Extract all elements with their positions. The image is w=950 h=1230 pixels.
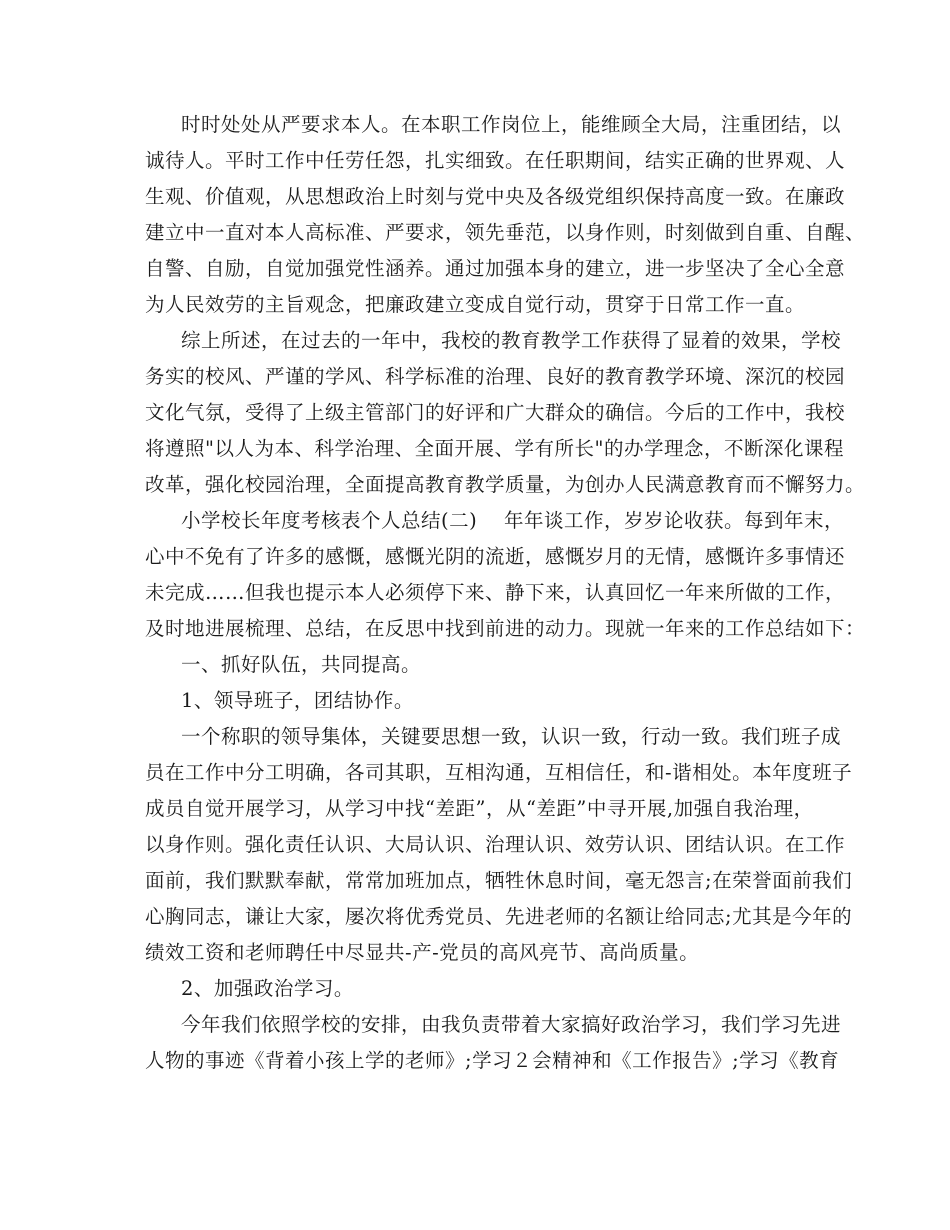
subsection-heading: 2、加强政治学习。 bbox=[181, 977, 354, 1000]
text-line: 综上所述，在过去的一年中，我校的教育教学工作获得了显着的效果，学校 bbox=[181, 329, 842, 352]
subsection-heading: 1、领导班子，团结协作。 bbox=[181, 689, 414, 712]
text-line: 诚待人。平时工作中任劳任怨，扎实细致。在任职期间，结实正确的世界观、人 bbox=[145, 149, 846, 172]
text-line: 及时地进展梳理、总结，在反思中找到前进的动力。现就一年来的工作总结如下： bbox=[145, 617, 866, 640]
text-line: 面前，我们默默奉献，常常加班加点，牺牲休息时间，毫无怨言;在荣誉面前我们 bbox=[145, 869, 853, 892]
text-line: 以身作则。强化责任认识、大局认识、治理认识、效劳认识、团结认识。在工作 bbox=[145, 833, 846, 856]
text-line: 员在工作中分工明确，各司其职，互相沟通，互相信任，和-谐相处。本年度班子 bbox=[145, 761, 853, 784]
text-line: 建立中一直对本人高标准、严要求，领先垂范，以身作则，时刻做到自重、自醒、 bbox=[145, 221, 866, 244]
section-heading: 一、抓好队伍，共同提高。 bbox=[181, 653, 422, 676]
text-line: 心中不免有了许多的感慨，感慨光阴的流逝，感慨岁月的无情，感慨许多事情还 bbox=[145, 545, 846, 568]
text-line: 人物的事迹《背着小孩上学的老师》;学习２会精神和《工作报告》;学习《教育 bbox=[145, 1049, 840, 1072]
text-line: 文化气氛，受得了上级主管部门的好评和广大群众的确信。今后的工作中，我校 bbox=[145, 401, 846, 424]
text-line: 自警、自励，自觉加强党性涵养。通过加强本身的建立，进一步坚决了全心全意 bbox=[145, 257, 846, 280]
text-line: 一个称职的领导集体，关键要思想一致，认识一致，行动一致。我们班子成 bbox=[181, 725, 842, 748]
text-line: 未完成……但我也提示本人必须停下来、静下来，认真回忆一年来所做的工作， bbox=[145, 581, 846, 604]
text-line: 务实的校风、严谨的学风、科学标准的治理、良好的教育教学环境、深沉的校园 bbox=[145, 365, 846, 388]
text-line: 小学校长年度考核表个人总结(二) 年年谈工作，岁岁论收获。每到年末， bbox=[181, 509, 845, 532]
text-line: 时时处处从严要求本人。在本职工作岗位上，能维顾全大局，注重团结，以 bbox=[181, 113, 842, 136]
text-line: 将遵照"以人为本、科学治理、全面开展、学有所长"的办学理念，不断深化课程 bbox=[145, 437, 844, 460]
text-line: 今年我们依照学校的安排，由我负责带着大家搞好政治学习，我们学习先进 bbox=[181, 1013, 842, 1036]
text-line: 生观、价值观，从思想政治上时刻与党中央及各级党组织保持高度一致。在廉政 bbox=[145, 185, 846, 208]
text-line: 为人民效劳的主旨观念，把廉政建立变成自觉行动，贯穿于日常工作一直。 bbox=[145, 293, 806, 316]
text-line: 成员自觉开展学习，从学习中找“差距”，从“差距”中寻开展,加强自我治理， bbox=[145, 797, 814, 820]
text-line: 心胸同志，谦让大家，屡次将优秀党员、先进老师的名额让给同志;尤其是今年的 bbox=[145, 905, 853, 928]
text-line: 绩效工资和老师聘任中尽显共-产-党员的高风亮节、高尚质量。 bbox=[145, 941, 700, 964]
text-line: 改革，强化校园治理，全面提高教育教学质量，为创办人民满意教育而不懈努力。 bbox=[145, 473, 866, 496]
